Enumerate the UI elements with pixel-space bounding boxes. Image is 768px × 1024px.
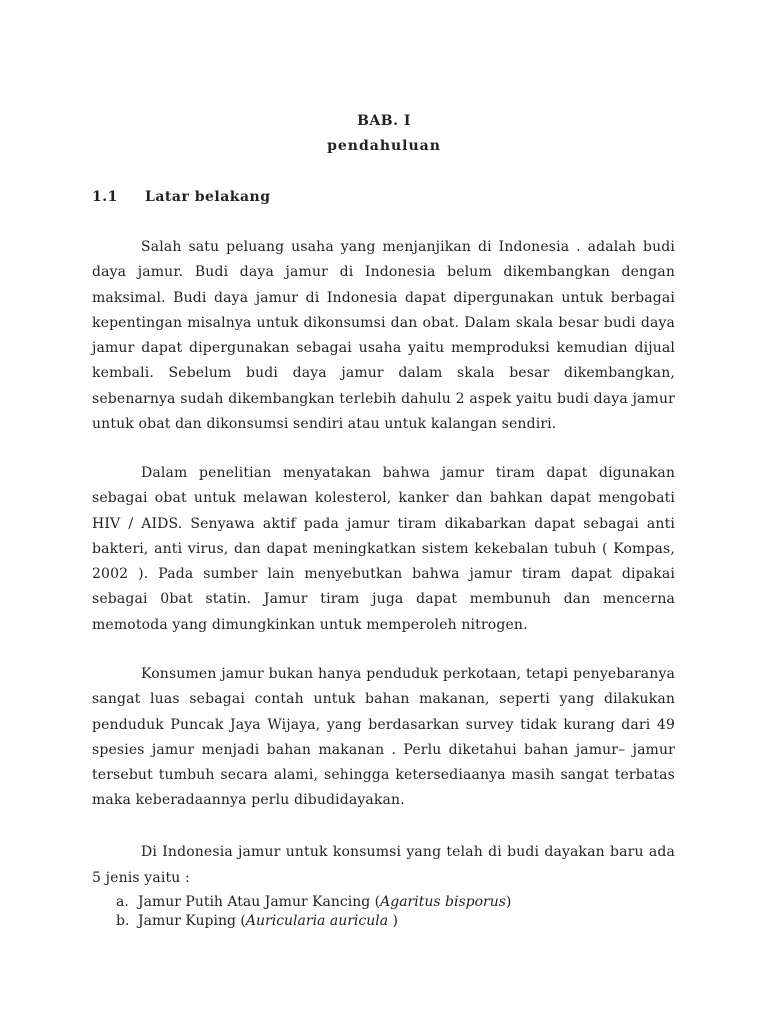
chapter-title: BAB. I: [357, 113, 411, 129]
chapter-subtitle: pendahuluan: [327, 138, 441, 154]
paragraph-2: Dalam penelitian menyatakan bahwa jamur tiram dapat digunakan sebagai obat untuk melawan kolesterol, kanker dan bahkan dapat mengobati HIV / AIDS. Senyawa aktif pada jamur tiram dikabarkan dapat sebagai anti bakteri, anti virus, dan dapat meningkatkan sistem kekebalan tubuh ( Kompas, 2002 ). Pada sumber lain menyebutkan bahwa jamur tiram dapat dipakai sebagai 0bat statin. Jamur tiram juga dapat membunuh dan mencerna memotoda yang dimungkinkan untuk memperoleh nitrogen.: [92, 465, 675, 633]
section-heading: [92, 189, 271, 205]
section-title: Latar belakang: [145, 189, 271, 205]
list-item-latin: Agaritus bisporus: [380, 894, 506, 910]
paragraph-1: Salah satu peluang usaha yang menjanjikan di Indonesia . adalah budi daya jamur. Budi daya jamur di Indonesia belum dikembangkan dengan maksimal. Budi daya jamur di Indonesia dapat dipergunakan untuk berbagai kepentingan misalnya untuk dikonsumsi dan obat. Dalam skala besar budi daya jamur dapat dipergunakan sebagai usaha yaitu memproduksi kemudian dijual kembali. Sebelum budi daya jamur dalam skala besar dikembangkan, sebenarnya sudah dikembangkan terlebih dahulu 2 aspek yaitu budi daya jamur untuk obat dan dikonsumsi sendiri atau untuk kalangan sendiri.: [92, 239, 675, 433]
list-item-latin: Auricularia auricula: [245, 913, 389, 929]
list-item-name: Jamur Putih Atau Jamur Kancing (: [138, 894, 381, 910]
list-item-close: ): [505, 894, 512, 910]
paragraph-4: Di Indonesia jamur untuk konsumsi yang telah di budi dayakan baru ada 5 jenis yaitu :: [92, 844, 675, 886]
list-item-close: ): [388, 913, 398, 929]
section-number: 1.1: [92, 189, 118, 205]
paragraph-3: Konsumen jamur bukan hanya penduduk perkotaan, tetapi penyebaranya sangat luas sebagai contah untuk bahan makanan, seperti yang dilakukan penduduk Puncak Jaya Wijaya, yang berdasarkan survey tidak kurang dari 49 spesies jamur menjadi bahan makanan . Perlu diketahui bahan jamur– jamur tersebut tumbuh secara alami, sehingga ketersediaanya masih sangat terbatas maka keberadaannya perlu dibudidayakan.: [92, 666, 675, 809]
list-item: [116, 912, 511, 931]
list-item-name: Jamur Kuping (: [138, 913, 246, 929]
mushroom-list: [116, 893, 511, 931]
list-item: [116, 893, 511, 912]
list-marker: a.: [116, 894, 129, 910]
list-marker: b.: [116, 913, 130, 929]
